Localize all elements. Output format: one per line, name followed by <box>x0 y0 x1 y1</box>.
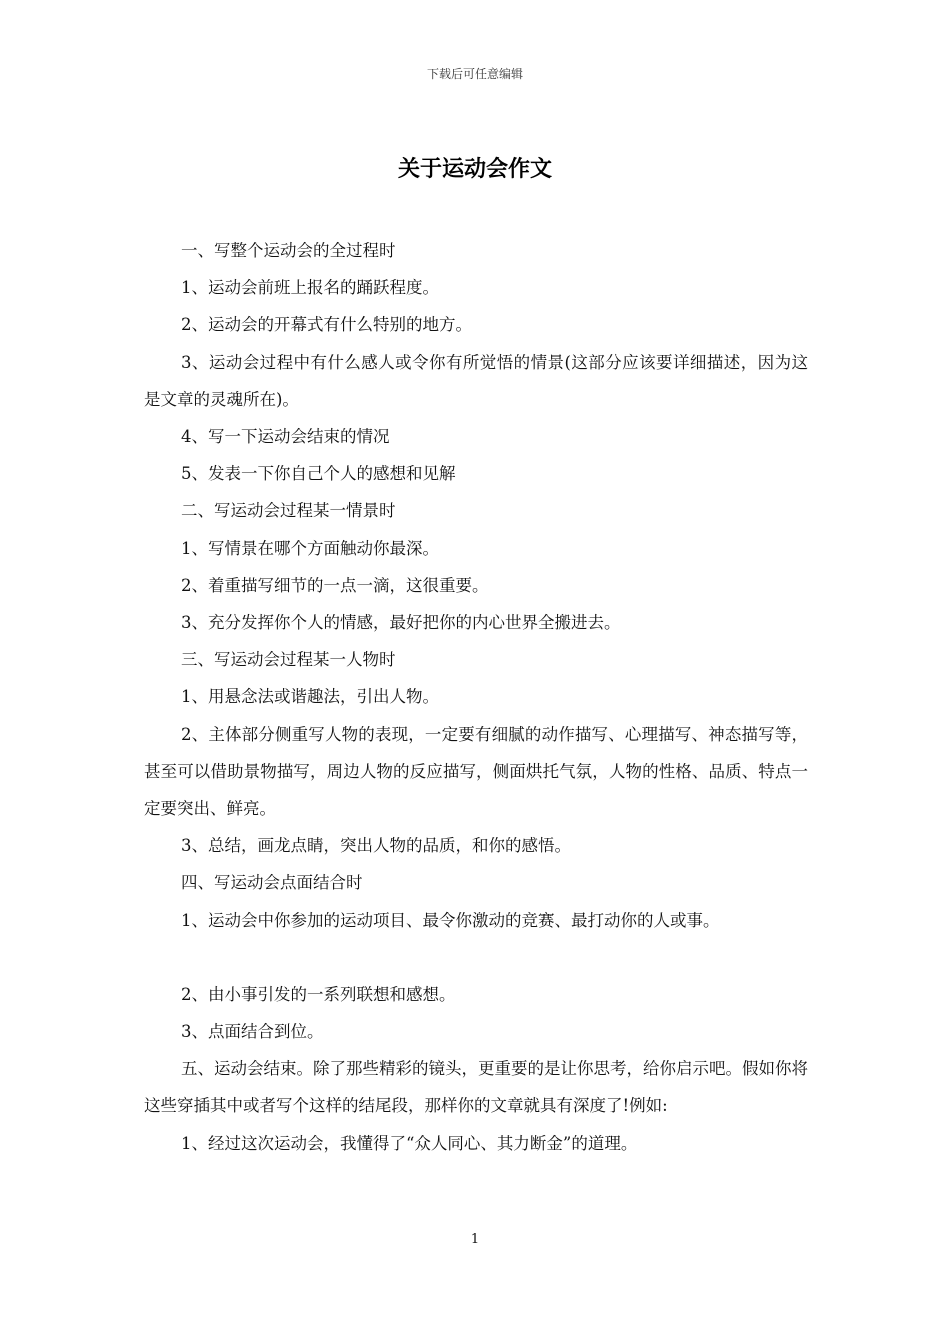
section-heading-3: 三、写运动会过程某一人物时 <box>181 650 396 670</box>
section-heading-1: 一、写整个运动会的全过程时 <box>181 241 396 260</box>
list-item: 2、着重描写细节的一点一滴，这很重要。 <box>181 575 489 595</box>
document-title: 关于运动会作文 <box>397 157 552 182</box>
list-item: 3、充分发挥你个人的情感，最好把你的内心世界全搬进去。 <box>181 613 621 633</box>
list-item: 1、运动会前班上报名的踊跃程度。 <box>181 278 439 298</box>
page-number: 1 <box>470 1232 480 1247</box>
list-item: 1、写情景在哪个方面触动你最深。 <box>181 538 439 558</box>
document-body <box>144 232 808 1162</box>
list-item: 1、经过这次运动会，我懂得了“众人同心、其力断金”的道理。 <box>181 1133 638 1153</box>
list-item: 3、运动会过程中有什么感人或令你有所觉悟的情景(这部分应该要详细描述，因为这是文章的灵魂所在)。 <box>144 352 808 409</box>
list-item: 2、主体部分侧重写人物的表现，一定要有细腻的动作描写、心理描写、神态描写等，甚至可以借助景物描写，周边人物的反应描写，侧面烘托气氛，人物的性格、品质、特点一定要突出、鲜亮。 <box>144 724 808 819</box>
list-item: 2、由小事引发的一系列联想和感想。 <box>181 984 456 1004</box>
list-item: 2、运动会的开幕式有什么特别的地方。 <box>181 315 472 335</box>
blank-line <box>144 939 808 976</box>
list-item: 4、写一下运动会结束的情况 <box>181 427 390 447</box>
section-heading-5: 五、运动会结束。除了那些精彩的镜头，更重要的是让你思考，给你启示吧。假如你将这些穿插其中或者写个这样的结尾段，那样你的文章就具有深度了!例如: <box>144 1059 808 1116</box>
section-heading-2: 二、写运动会过程某一情景时 <box>181 501 396 521</box>
list-item: 3、总结，画龙点睛，突出人物的品质，和你的感悟。 <box>181 836 571 856</box>
list-item: 3、点面结合到位。 <box>181 1022 324 1042</box>
list-item: 5、发表一下你自己个人的感想和见解 <box>181 464 456 484</box>
list-item: 1、运动会中你参加的运动项目、最令你激动的竞赛、最打动你的人或事。 <box>181 910 720 930</box>
list-item: 1、用悬念法或谐趣法，引出人物。 <box>181 687 439 707</box>
section-heading-4: 四、写运动会点面结合时 <box>181 873 363 893</box>
page-header: 下载后可任意编辑 <box>426 67 523 81</box>
